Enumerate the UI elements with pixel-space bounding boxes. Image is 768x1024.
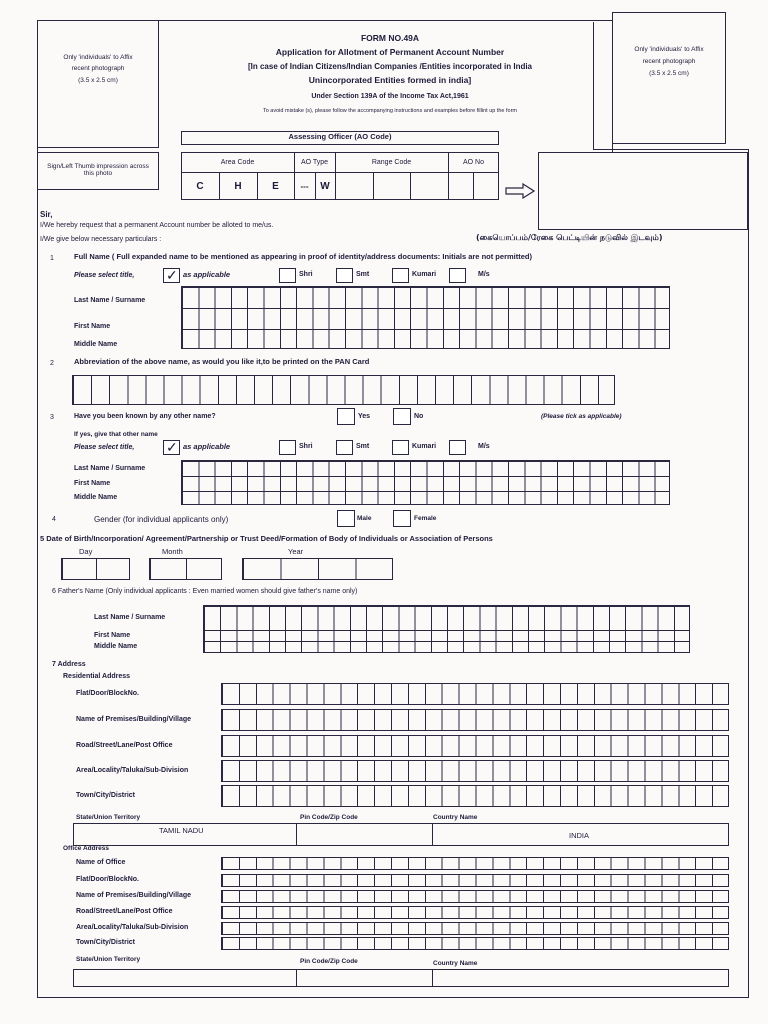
frame-right <box>748 150 749 998</box>
dob-year-label: Year <box>288 547 304 556</box>
state-value: TAMIL NADU <box>159 826 204 835</box>
q3-name-grid[interactable] <box>181 460 670 505</box>
ao-type-label: AO Type <box>300 159 329 166</box>
office-country-label: Country Name <box>433 960 478 967</box>
q1-middle-name-label: Middle Name <box>74 341 118 348</box>
q6-middle-name-label: Middle Name <box>94 643 138 650</box>
ao-area-cell[interactable]: E <box>272 181 279 192</box>
res-flat-field[interactable] <box>221 683 729 705</box>
q3-tick-note: (Please tick as applicable) <box>541 413 622 420</box>
office-country-divider <box>432 969 433 987</box>
q4-number: 4 <box>52 516 56 523</box>
form-subtitle-1: [In case of Indian Citizens/Indian Companies /Entities incorporated in India <box>247 62 533 71</box>
office-flat-field[interactable] <box>221 874 729 887</box>
ao-area-code-label: Area Code <box>220 159 255 166</box>
res-premises-label: Name of Premises/Building/Village <box>76 716 192 723</box>
office-state-field[interactable] <box>73 969 729 987</box>
ao-area-cell[interactable]: H <box>234 181 242 192</box>
q3-number: 3 <box>50 414 54 421</box>
q3-shri-checkbox[interactable] <box>279 440 296 455</box>
q1-label: Full Name ( Full expanded name to be mentioned as appearing in proof of identity/address documents: Initials are not permitted) <box>74 252 532 261</box>
q3-if-yes: If yes, give that other name <box>74 431 158 438</box>
q3-no-label: No <box>414 413 424 420</box>
frame-bottom <box>37 997 749 998</box>
q1-last-name-label: Last Name / Surname <box>74 297 146 304</box>
q1-first-name-label: First Name <box>74 323 111 330</box>
q4-label: Gender (for individual applicants only) <box>94 515 229 524</box>
female-label: Female <box>414 515 437 522</box>
q2-number: 2 <box>50 360 54 367</box>
sign-label: Sign/Left Thumb impression across this photo <box>47 163 149 178</box>
q5-text: Date of Birth/Incorporation/ Agreement/Partnership or Trust Deed/Formation of Body of Individuals or Association of Persons <box>46 534 493 543</box>
office-name-field[interactable] <box>221 857 729 870</box>
q1-shri-label: Shri <box>299 271 313 278</box>
intro-line-1: I/We hereby request that a permanent Account number be alloted to me/us. <box>40 222 274 229</box>
ao-row-divider <box>181 172 499 173</box>
q3-ms-checkbox[interactable] <box>449 440 466 455</box>
office-name-label: Name of Office <box>76 859 126 866</box>
q3-select-title: Please select title, <box>74 444 135 451</box>
office-state-divider <box>296 969 297 987</box>
right-panel-hline <box>593 149 749 150</box>
male-label: Male <box>357 515 372 522</box>
q1-kumari-checkbox[interactable] <box>392 268 409 283</box>
form-instruction: To avoid mistake (s), please follow the accompanying instructions and examples before fillint up the form <box>262 108 518 114</box>
res-road-label: Road/Street/Lane/Post Office <box>76 742 173 749</box>
male-checkbox[interactable] <box>337 510 355 527</box>
dob-day-label: Day <box>79 547 93 556</box>
form-subtitle-2: Unincorporated Entities formed in india] <box>308 75 472 85</box>
office-state-label: State/Union Territory <box>76 956 141 963</box>
res-road-field[interactable] <box>221 735 729 757</box>
ao-title: Assessing Officer (AO Code) <box>288 132 392 141</box>
pan-card-name-grid[interactable] <box>72 375 615 405</box>
ao-area-cell[interactable]: C <box>196 181 204 192</box>
q3-smt-checkbox[interactable] <box>336 440 353 455</box>
office-address-label: Office Address <box>63 845 109 852</box>
res-town-field[interactable] <box>221 785 729 807</box>
office-premises-label: Name of Premises/Building/Village <box>76 892 192 899</box>
form-section: Under Section 139A of the Income Tax Act,1961 <box>311 93 469 100</box>
q1-title-checkbox[interactable] <box>163 268 180 283</box>
res-state-divider <box>296 823 297 846</box>
ao-col-div <box>373 172 374 200</box>
intro-line-2: I/We give below necessary particulars : <box>40 236 162 243</box>
q5-label <box>40 535 493 544</box>
residential-address-label: Residential Address <box>63 673 131 680</box>
q7-label <box>52 661 86 669</box>
q3-kumari-checkbox[interactable] <box>392 440 409 455</box>
office-area-label: Area/Locality/Taluka/Sub-Division <box>76 924 189 931</box>
office-town-label: Town/City/District <box>76 939 135 946</box>
res-pin-label: Pin Code/Zip Code <box>300 814 358 821</box>
father-name-grid[interactable] <box>203 605 690 653</box>
q1-as-applicable: as applicable <box>183 270 231 279</box>
q1-name-grid[interactable] <box>181 286 670 349</box>
tamil-instruction: (கையொப்பம்/ரேகை பெட்டியின் நடுவில் இடவும்) <box>476 233 663 242</box>
checkmark-icon: ✓ <box>166 267 178 283</box>
ao-type-cell[interactable]: --- <box>300 182 309 191</box>
q1-ms-checkbox[interactable] <box>449 268 466 283</box>
q1-smt-checkbox[interactable] <box>336 268 353 283</box>
q3-first-name-label: First Name <box>74 480 111 487</box>
office-flat-label: Flat/Door/BlockNo. <box>76 876 140 883</box>
q2-label: Abbreviation of the above name, as would you like it,to be printed on the PAN Card <box>74 357 370 366</box>
office-pin-label: Pin Code/Zip Code <box>300 958 358 965</box>
q3-smt-label: Smt <box>356 443 370 450</box>
dob-month-label: Month <box>162 547 183 556</box>
q6-text: Father's Name (Only individual applicants : Even married women should give father's name only) <box>57 588 358 595</box>
q5-number: 5 <box>40 534 45 543</box>
q6-last-name-label: Last Name / Surname <box>94 614 166 621</box>
q1-smt-label: Smt <box>356 271 370 278</box>
dob-month-field[interactable] <box>149 558 222 580</box>
office-premises-field[interactable] <box>221 890 729 903</box>
q3-label: Have you been known by any other name? <box>74 413 216 420</box>
res-state-label: State/Union Territory <box>76 814 141 821</box>
form-title: Application for Allotment of Permanent Account Number <box>275 47 505 57</box>
q1-kumari-label: Kumari <box>412 271 437 278</box>
q3-kumari-label: Kumari <box>412 443 437 450</box>
office-town-field[interactable] <box>221 937 729 950</box>
q7-text: Address <box>57 661 86 668</box>
q7-number: 7 <box>52 661 56 668</box>
father-name-divider <box>203 641 690 642</box>
res-premises-field[interactable] <box>221 709 729 731</box>
form-number: FORM NO.49A <box>360 33 420 43</box>
office-road-field[interactable] <box>221 906 729 919</box>
q3-no-checkbox[interactable] <box>393 408 411 425</box>
arrow-right-icon <box>505 183 535 199</box>
dob-day-field[interactable] <box>61 558 130 580</box>
res-area-label: Area/Locality/Taluka/Sub-Division <box>76 767 189 774</box>
res-flat-label: Flat/Door/BlockNo. <box>76 690 140 697</box>
q1-ms-label: M/s <box>478 271 490 278</box>
res-area-field[interactable] <box>221 760 729 782</box>
q1-number: 1 <box>50 255 54 262</box>
country-value: INDIA <box>569 831 590 840</box>
q1-select-title: Please select title, <box>74 272 135 279</box>
q1-shri-checkbox[interactable] <box>279 268 296 283</box>
q3-yes-checkbox[interactable] <box>337 408 355 425</box>
q3-ms-label: M/s <box>478 443 490 450</box>
res-country-divider <box>432 823 433 846</box>
q3-yes-label: Yes <box>358 413 371 420</box>
ao-no-label: AO No <box>462 159 484 166</box>
ao-col-div <box>410 172 411 200</box>
salutation: Sir, <box>40 210 53 219</box>
q3-middle-name-label: Middle Name <box>74 494 118 501</box>
q3-title-checkbox[interactable] <box>163 440 180 455</box>
q6-label <box>52 588 357 596</box>
q3-shri-label: Shri <box>299 443 313 450</box>
ao-range-code-label: Range Code <box>371 159 412 166</box>
q3-as-applicable: as applicable <box>183 442 231 451</box>
res-town-label: Town/City/District <box>76 792 135 799</box>
signature-box-right[interactable] <box>538 152 748 230</box>
ao-col-div <box>473 172 474 200</box>
photo-right-text: Only 'individuals' to Affix recent photograph (3.5 x 2.5 cm) <box>634 46 704 77</box>
checkmark-icon: ✓ <box>166 439 178 455</box>
ao-type-cell[interactable]: W <box>320 181 330 192</box>
office-road-label: Road/Street/Lane/Post Office <box>76 908 173 915</box>
female-checkbox[interactable] <box>393 510 411 527</box>
dob-year-field[interactable] <box>242 558 393 580</box>
q6-number: 6 <box>52 588 56 595</box>
office-area-field[interactable] <box>221 922 729 935</box>
q6-first-name-label: First Name <box>94 632 131 639</box>
right-panel-line <box>593 22 594 150</box>
res-country-label: Country Name <box>433 814 478 821</box>
photo-box-right[interactable] <box>612 12 726 144</box>
q3-last-name-label: Last Name / Surname <box>74 465 146 472</box>
photo-left-text: Only 'individuals' to Affix recent photograph (3.5 x 2.5 cm) <box>63 54 133 84</box>
